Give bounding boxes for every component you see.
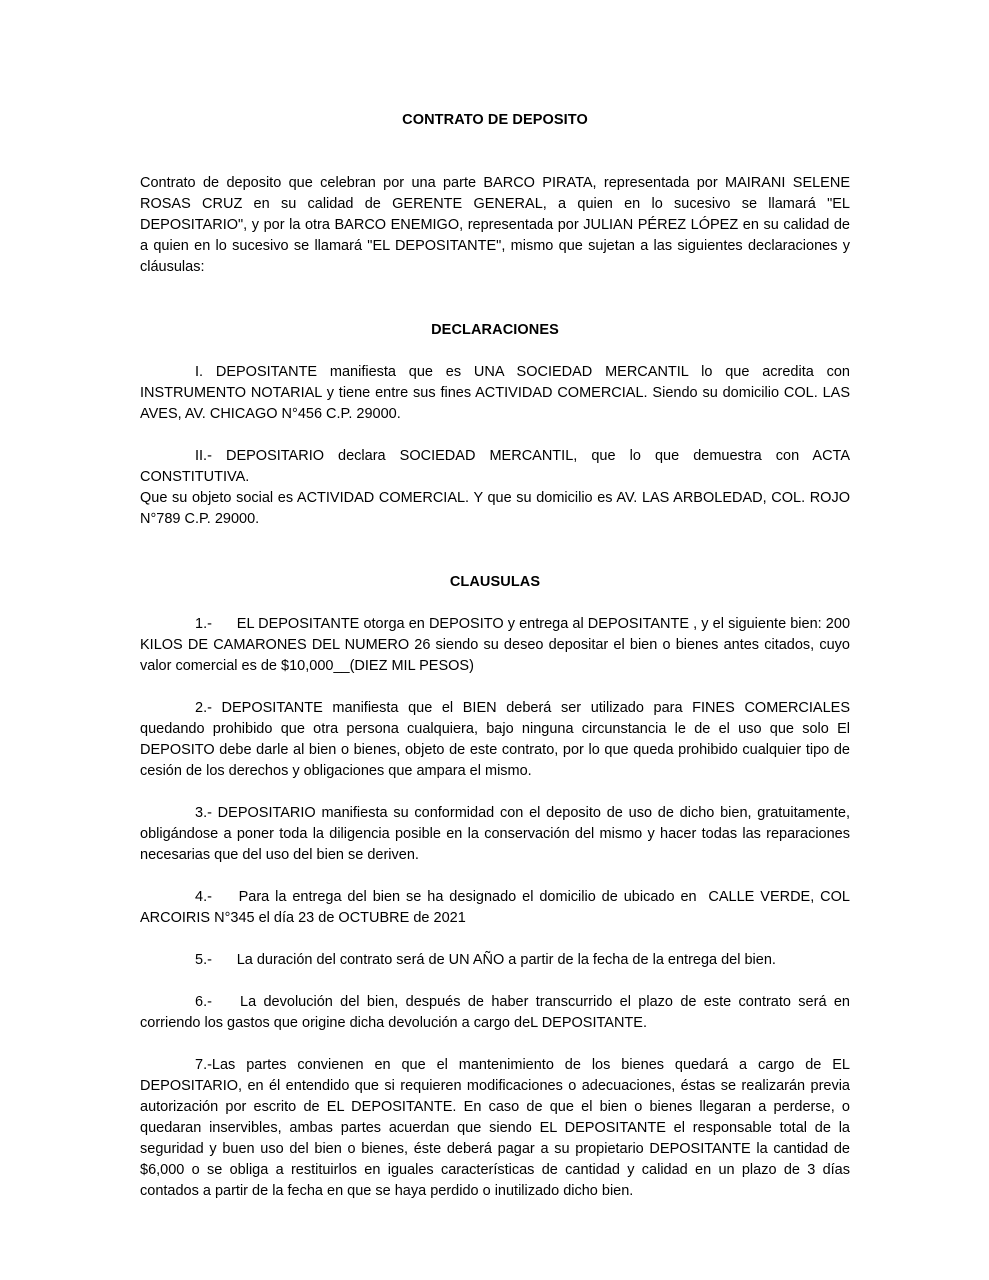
spacer-after-clausulas-heading [140, 593, 850, 614]
spacer-clausula-2-3 [140, 782, 850, 803]
clausula-item-1: 1.- EL DEPOSITANTE otorga en DEPOSITO y entrega al DEPOSITANTE , y el siguiente bien: 200 KILOS DE CAMARONES DEL NUMERO 26 siendo su deseo depositar el bien o bienes antes citados, cuyo valor comercial es de $10,000__(DIEZ MIL PESOS) [140, 616, 855, 674]
clausula-item-3: 3.- DEPOSITARIO manifiesta su conformidad con el deposito de uso de dicho bien, gratuitamente, obligándose a poner toda la diligencia posible en la conservación del mismo y hacer todas las reparaciones necesarias que del uso del bien se deriven. [140, 805, 855, 863]
spacer-clausula-3-4 [140, 866, 850, 887]
clausula-item-4: 4.- Para la entrega del bien se ha designado el domicilio de ubicado en CALLE VERDE, COL ARCOIRIS N°345 el día 23 de OCTUBRE de 2021 [140, 889, 854, 926]
spacer-clausula-5-6 [140, 971, 850, 992]
spacer-before-clausulas [140, 530, 850, 572]
spacer-before-declaraciones [140, 278, 850, 320]
declaracion-item-1: I. DEPOSITANTE manifiesta que es UNA SOCIEDAD MERCANTIL lo que acredita con INSTRUMENTO NOTARIAL y tiene entre sus fines ACTIVIDAD COMERCIAL. Siendo su domicilio COL. LAS AVES, AV. CHICAGO N°456 C.P. 29000. [140, 364, 855, 422]
spacer-declaracion-1-2 [140, 425, 850, 446]
spacer-clausula-6-7 [140, 1034, 850, 1055]
clausula-item-5: 5.- La duración del contrato será de UN AÑO a partir de la fecha de la entrega del bien. [195, 952, 776, 968]
spacer-clausula-1-2 [140, 677, 850, 698]
spacer-after-title [140, 131, 850, 173]
document-body [140, 110, 855, 1202]
clausulas-heading: CLAUSULAS [449, 574, 541, 590]
intro-paragraph: Contrato de deposito que celebran por una parte BARCO PIRATA, representada por MAIRANI SELENE ROSAS CRUZ en su calidad de GERENTE GENERAL, a quien en lo sucesivo se llamará "EL DEPOSITARIO", y por la otra BARCO ENEMIGO, representada por JULIAN PÉREZ LÓPEZ en su calidad de a quien en lo sucesivo se llamará "EL DEPOSITANTE", mismo que sujetan a las siguientes declaraciones y cláusulas: [140, 175, 855, 275]
spacer-clausula-4-5 [140, 929, 850, 950]
declaraciones-heading: DECLARACIONES [431, 322, 559, 338]
spacer-after-declaraciones-heading [140, 341, 850, 362]
clausula-item-6: 6.- La devolución del bien, después de haber transcurrido el plazo de este contrato será en corriendo los gastos que origine dicha devolución a cargo deL DEPOSITANTE. [140, 994, 855, 1031]
declaracion-item-2: II.- DEPOSITARIO declara SOCIEDAD MERCANTIL, que lo que demuestra con ACTA CONSTITUTIVA. [140, 448, 855, 485]
declaracion-item-2-continuation: Que su objeto social es ACTIVIDAD COMERCIAL. Y que su domicilio es AV. LAS ARBOLEDAD, COL. ROJO N°789 C.P. 29000. [140, 490, 855, 527]
clausula-item-7: 7.-Las partes convienen en que el mantenimiento de los bienes quedará a cargo de EL DEPOSITARIO, en él entendido que si requieren modificaciones o adecuaciones, éstas se realizarán previa autorización por escrito de EL DEPOSITANTE. En caso de que el bien o bienes llegaran a perderse, o quedaran inservibles, ambas partes acuerdan que siendo EL DEPOSITANTE el responsable total de la seguridad y buen uso del bien o bienes, éste deberá pagar a su propietario DEPOSITANTE la cantidad de $6,000 o se obliga a restituirlos en iguales características de cantidad y calidad en un plazo de 3 días contados a partir de la fecha en que se haya perdido o inutilizado dicho bien. [140, 1057, 855, 1199]
clausula-item-2: 2.- DEPOSITANTE manifiesta que el BIEN deberá ser utilizado para FINES COMERCIALES quedando prohibido que otra persona cualquiera, bajo ninguna circunstancia le de el uso que solo El DEPOSITO debe darle al bien o bienes, objeto de este contrato, por lo que queda prohibido cualquier tipo de cesión de los derechos y obligaciones que ampara el mismo. [140, 700, 855, 779]
document-title: CONTRATO DE DEPOSITO [402, 112, 588, 128]
